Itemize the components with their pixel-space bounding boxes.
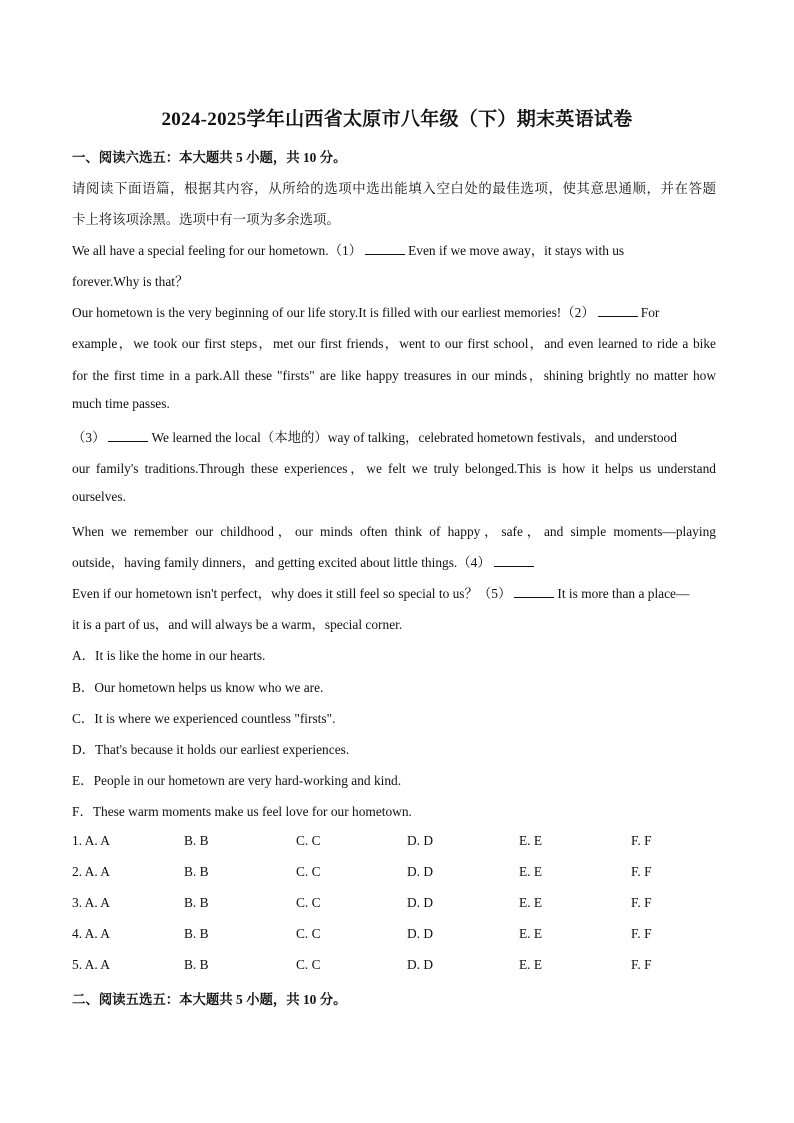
blank-1 <box>365 243 405 255</box>
passage-line <box>72 302 659 321</box>
passage-text: We all have a special feeling for our hometown.（1） <box>72 243 363 258</box>
passage-text: outside，having family dinners，and getting excited about little things.（4） <box>72 555 491 570</box>
option-b: B．Our hometown helps us know who we are. <box>72 680 324 695</box>
answer-choice[interactable]: B. B <box>184 926 209 941</box>
passage-line: forever.Why is that？ <box>72 274 189 289</box>
passage-line: it is a part of us，and will always be a warm，special corner. <box>72 617 403 632</box>
blank-3 <box>108 430 148 442</box>
instruction-line-1: 请阅读下面语篇，根据其内容，从所给的选项中选出能填入空白处的最佳选项，使其意思通顺，并在答题 <box>72 181 716 196</box>
passage-text: For <box>640 305 660 320</box>
answer-choice[interactable]: F. F <box>631 864 652 879</box>
answer-choice[interactable]: 5. A. A <box>72 957 110 972</box>
passage-line: example，we took our first steps，met our first friends，went to our first school，and even learned to ride a bike <box>72 336 716 351</box>
passage-text: （3） <box>72 430 106 445</box>
passage-text: It is more than a place— <box>557 586 690 601</box>
section1-heading: 一、阅读六选五：本大题共 5 小题，共 10 分。 <box>72 150 347 165</box>
passage-line: for the first time in a park.All these "firsts" are like happy treasures in our minds，shining brightly no matter how <box>72 368 716 383</box>
answer-choice[interactable]: E. E <box>519 957 543 972</box>
answer-choice[interactable]: C. C <box>296 895 321 910</box>
answer-choice[interactable]: F. F <box>631 833 652 848</box>
answer-choice[interactable]: F. F <box>631 957 652 972</box>
passage-text: Our hometown is the very beginning of our life story.It is filled with our earliest memories!（2） <box>72 305 595 320</box>
answer-choice[interactable]: E. E <box>519 833 543 848</box>
option-e: E．People in our hometown are very hard-working and kind. <box>72 773 402 788</box>
answer-choice[interactable]: 3. A. A <box>72 895 110 910</box>
passage-line: much time passes. <box>72 396 170 411</box>
answer-choice[interactable]: D. D <box>407 895 434 910</box>
answer-choice[interactable]: E. E <box>519 864 543 879</box>
answer-choice[interactable]: C. C <box>296 926 321 941</box>
instruction-line-2: 卡上将该项涂黑。选项中有一项为多余选项。 <box>72 212 340 227</box>
passage-text: Even if we move away，it stays with us <box>408 243 625 258</box>
answer-choice[interactable]: D. D <box>407 864 434 879</box>
passage-line <box>72 240 624 259</box>
answer-choice[interactable]: 2. A. A <box>72 864 110 879</box>
option-a: A．It is like the home in our hearts. <box>72 648 266 663</box>
answer-choice[interactable]: F. F <box>631 926 652 941</box>
passage-text: We learned the local（本地的）way of talking，celebrated hometown festivals，and understood <box>151 430 677 445</box>
answer-choice[interactable]: B. B <box>184 957 209 972</box>
option-f: F．These warm moments make us feel love for our hometown. <box>72 804 412 819</box>
answer-choice[interactable]: C. C <box>296 833 321 848</box>
passage-line: ourselves. <box>72 489 126 504</box>
section2-heading: 二、阅读五选五：本大题共 5 小题，共 10 分。 <box>72 992 347 1007</box>
answer-choice[interactable]: F. F <box>631 895 652 910</box>
blank-4 <box>494 555 534 567</box>
answer-choice[interactable]: D. D <box>407 833 434 848</box>
passage-line <box>72 552 537 571</box>
answer-choice[interactable]: C. C <box>296 864 321 879</box>
passage-line: When we remember our childhood，our minds often think of happy，safe，and simple moments—playing <box>72 524 716 539</box>
passage-line <box>72 427 677 446</box>
answer-choice[interactable]: E. E <box>519 926 543 941</box>
passage-line: our family's traditions.Through these experiences，we felt we truly belonged.This is how it helps us understand <box>72 461 716 476</box>
answer-choice[interactable]: 4. A. A <box>72 926 110 941</box>
blank-2 <box>598 305 638 317</box>
page-title: 2024-2025学年山西省太原市八年级（下）期末英语试卷 <box>161 109 633 130</box>
answer-choice[interactable]: C. C <box>296 957 321 972</box>
option-d: D．That's because it holds our earliest experiences. <box>72 742 350 757</box>
answer-choice[interactable]: B. B <box>184 864 209 879</box>
answer-choice[interactable]: 1. A. A <box>72 833 110 848</box>
passage-text: Even if our hometown isn't perfect，why does it still feel so special to us？（5） <box>72 586 512 601</box>
passage-line <box>72 583 689 602</box>
answer-choice[interactable]: D. D <box>407 957 434 972</box>
answer-choice[interactable]: E. E <box>519 895 543 910</box>
option-c: C．It is where we experienced countless "firsts". <box>72 711 336 726</box>
answer-choice[interactable]: B. B <box>184 895 209 910</box>
blank-5 <box>514 586 554 598</box>
answer-choice[interactable]: B. B <box>184 833 209 848</box>
answer-choice[interactable]: D. D <box>407 926 434 941</box>
